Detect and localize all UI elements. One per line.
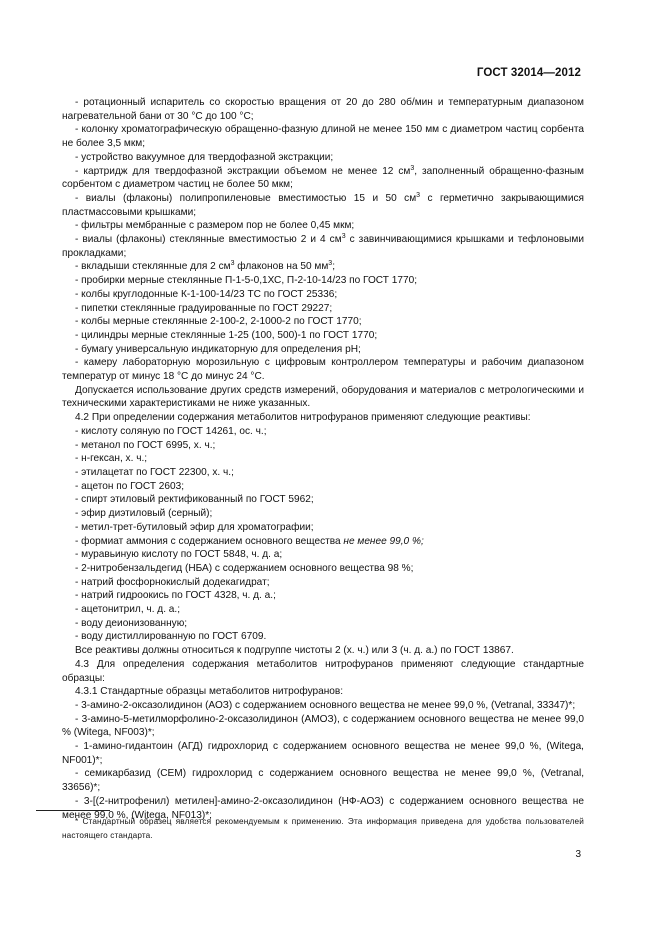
- paragraph: - ротационный испаритель со скоростью вращения от 20 до 280 об/мин и температурным диапазоном нагревательной бани от 30 °С до 100 °С;: [62, 97, 584, 122]
- paragraph: - натрий гидроокись по ГОСТ 4328, ч. д. а.;: [75, 590, 276, 602]
- paragraph: - 3-амино-2-оксазолидинон (АОЗ) с содержанием основного вещества не менее 99,0 %, (Vetranal, 33347)*;: [75, 699, 576, 711]
- document-body: [62, 96, 584, 822]
- footnote: * Стандартный образец является рекомендуемым к применению. Эта информация приведена для удобства пользователей настоящего стандарта.: [62, 817, 584, 840]
- section-4-3-1: 4.3.1 Стандартные образцы метаболитов нитрофуранов:: [75, 686, 344, 698]
- superscript: 3: [230, 260, 235, 268]
- paragraph: - этилацетат по ГОСТ 22300, х. ч.;: [75, 466, 234, 478]
- superscript: 3: [328, 260, 333, 268]
- section-4-3: 4.3 Для определения содержания метаболитов нитрофуранов применяют следующие стандартные образцы:: [62, 658, 584, 684]
- italic-text: не менее 99,0 %;: [343, 535, 424, 547]
- paragraph: - натрий фосфорнокислый додекагидрат;: [75, 576, 270, 588]
- paragraph: - фильтры мембранные с размером пор не более 0,45 мкм;: [75, 220, 355, 232]
- paragraph: Допускается использование других средств измерений, оборудования и материалов с метрологическими и техническими характеристиками не ниже указанных.: [62, 384, 584, 410]
- paragraph: - 2-нитробензальдегид (НБА) с содержанием основного вещества 98 %;: [75, 562, 414, 574]
- paragraph: - камеру лабораторную морозильную с цифровым контроллером температуры и рабочим диапазоном температур от минус 18 °С до минус 24 °С.: [62, 357, 584, 383]
- paragraph: - воду дистиллированную по ГОСТ 6709.: [75, 631, 267, 643]
- paragraph: - спирт этиловый ректификованный по ГОСТ 5962;: [75, 494, 314, 506]
- paragraph: - колонку хроматографическую обращенно-фазную длиной не менее 150 мм с диаметром частиц сорбента не более 3,5 мкм;: [62, 124, 584, 150]
- paragraph-text: - вкладыши стеклянные для 2 см: [75, 261, 231, 273]
- paragraph-text: с герметично закрывающимися пластмассовыми крышками;: [62, 192, 584, 218]
- paragraph-text: - виалы (флаконы) полипропиленовые вместимостью 15 и 50 см: [75, 192, 417, 204]
- paragraph-text: - картридж для твердофазной экстракции объемом не менее 12 см: [75, 165, 411, 177]
- paragraph: - 1-амино-гидантоин (АГД) гидрохлорид с содержанием основного вещества не менее 99,0 %, (Witega, NF001)*;: [62, 741, 584, 766]
- paragraph-text: - формиат аммония с содержанием основного вещества: [75, 535, 344, 547]
- paragraph: [62, 535, 584, 549]
- paragraph: - эфир диэтиловый (серный);: [75, 508, 213, 520]
- paragraph: - воду деионизованную;: [75, 617, 188, 629]
- paragraph: [62, 260, 584, 274]
- paragraph: - устройство вакуумное для твердофазной экстракции;: [75, 151, 334, 163]
- paragraph: - н-гексан, х. ч.;: [75, 453, 148, 465]
- page-number: 3: [575, 849, 581, 860]
- paragraph-text: с завинчивающимися крышками и тефлоновыми прокладками;: [62, 234, 584, 259]
- paragraph: - кислоту соляную по ГОСТ 14261, ос. ч.;: [75, 425, 267, 437]
- paragraph: [62, 165, 584, 192]
- paragraph: - пробирки мерные стеклянные П-1-5-0,1ХС, П-2-10-14/23 по ГОСТ 1770;: [75, 275, 417, 287]
- section-4-2: 4.2 При определении содержания метаболитов нитрофуранов применяют следующие реактивы:: [75, 412, 531, 424]
- footnote-divider: [36, 810, 110, 811]
- paragraph-text: флаконов на 50 мм: [234, 261, 329, 273]
- paragraph: - пипетки стеклянные градуированные по ГОСТ 29227;: [75, 302, 333, 314]
- paragraph: - ацетонитрил, ч. д. а.;: [75, 604, 181, 616]
- superscript: 3: [341, 233, 346, 241]
- paragraph: - цилиндры мерные стеклянные 1-25 (100, 500)-1 по ГОСТ 1770;: [75, 329, 378, 341]
- paragraph: - метанол по ГОСТ 6995, х. ч.;: [75, 439, 216, 451]
- paragraph: - колбы круглодонные К-1-100-14/23 ТС по ГОСТ 25336;: [75, 288, 338, 300]
- paragraph: - семикарбазид (СЕМ) гидрохлорид с содержанием основного вещества не менее 99,0 %, (Vetranal, 33656)*;: [62, 768, 584, 794]
- paragraph: - 3-амино-5-метилморфолино-2-оксазолидинон (АМОЗ), с содержанием основного вещества не менее 99,0 % (Witega, NF003)*;: [62, 713, 584, 739]
- paragraph: - ацетон по ГОСТ 2603;: [75, 480, 185, 492]
- paragraph: - колбы мерные стеклянные 2-100-2, 2-1000-2 по ГОСТ 1770;: [75, 316, 362, 328]
- paragraph: [62, 233, 584, 260]
- superscript: 3: [416, 191, 421, 199]
- paragraph: Все реактивы должны относиться к подгруппе чистоты 2 (х. ч.) или 3 (ч. д. а.) по ГОСТ 13867.: [75, 645, 514, 657]
- paragraph-text: - виалы (флаконы) стеклянные вместимостью 2 и 4 см: [75, 234, 342, 246]
- paragraph: - бумагу универсальную индикаторную для определения рН;: [75, 343, 361, 355]
- superscript: 3: [410, 164, 415, 172]
- paragraph: - 3-[(2-нитрофенил) метилен]-амино-2-оксазолидинон (НФ-АОЗ) с содержанием основного вещества не менее 99,0 %, (Witega, NF013)*;: [62, 795, 584, 821]
- paragraph: - муравьиную кислоту по ГОСТ 5848, ч. д. а;: [75, 549, 283, 561]
- paragraph-text: , заполненный обращенно-фазным сорбентом с диаметром частиц не более 50 мкм;: [62, 165, 584, 191]
- standard-header: ГОСТ 32014—2012: [476, 67, 581, 79]
- paragraph-text: ;: [332, 261, 335, 273]
- paragraph: [62, 192, 584, 219]
- paragraph: - метил-трет-бутиловый эфир для хроматографии;: [75, 521, 314, 533]
